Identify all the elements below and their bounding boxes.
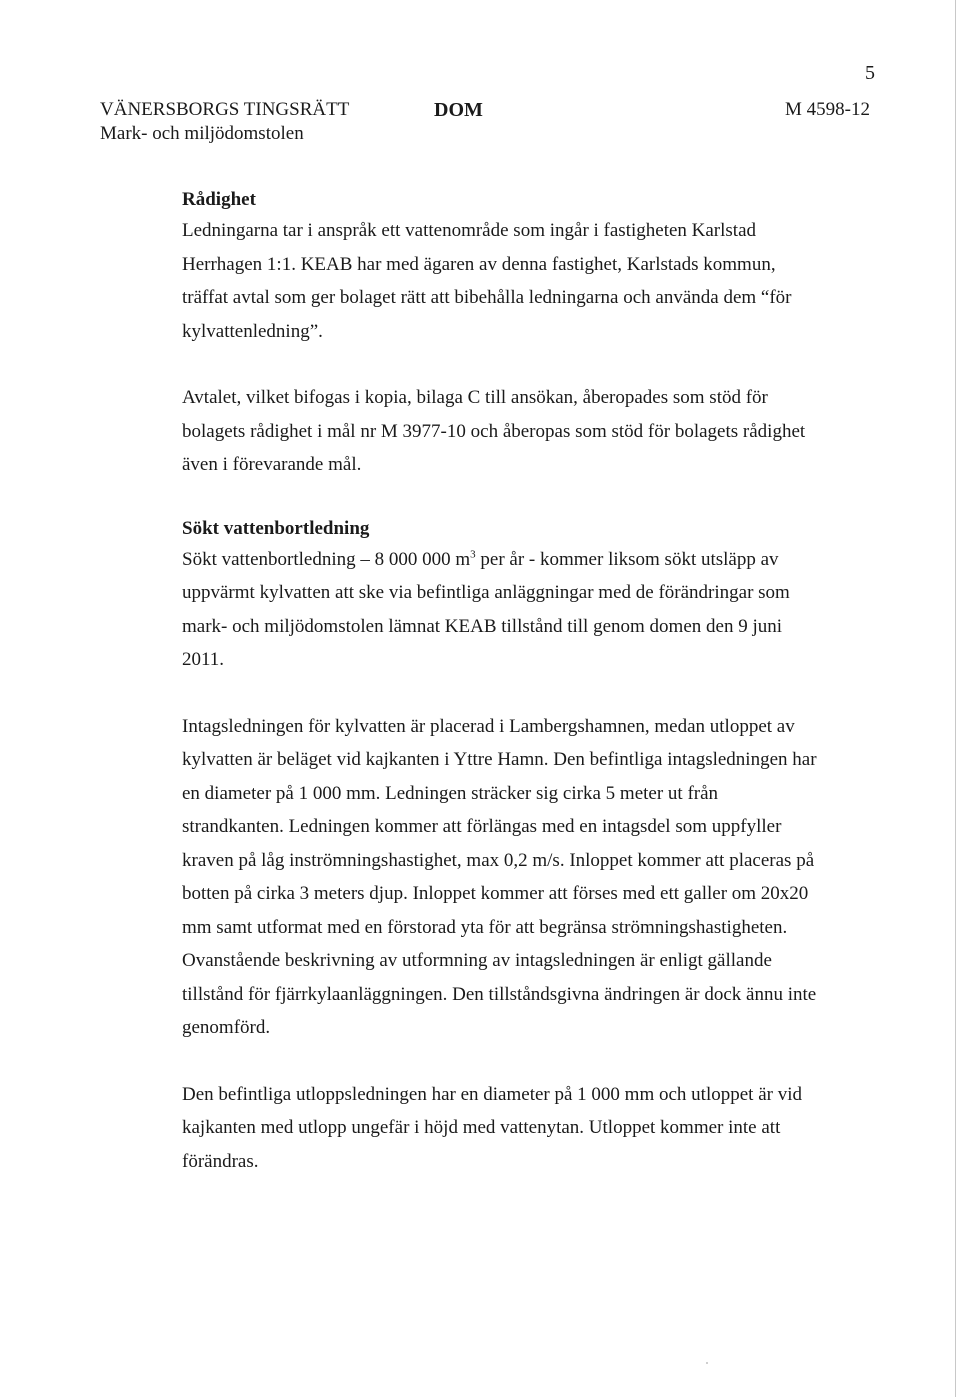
paragraph-radighet-1: Ledningarna tar i anspråk ett vattenområde som ingår i fastigheten Karlstad Herrhagen 1:1. KEAB har med ägaren av denna fastighet, Karlstads kommun, träffat avtal som ger bolaget rätt att bibehålla ledningarna och använda dem “för kylvattenledning”. bbox=[182, 220, 792, 342]
section-heading-radighet: Rådighet bbox=[182, 189, 256, 210]
page-edge-line bbox=[955, 0, 956, 1397]
section-vattenbortledning bbox=[182, 515, 822, 1179]
court-name: VÄNERSBORGS TINGSRÄTT bbox=[100, 99, 350, 120]
section-heading-vattenbortledning: Sökt vattenbortledning bbox=[182, 517, 370, 539]
paragraph-vattenbortledning-2: Intagsledningen för kylvatten är placerad i Lambergshamnen, medan utloppet av kylvatten är beläget vid kajkanten i Yttre Hamn. Den befintliga intagsledningen har en diameter på 1 000 mm. Ledningen sträcker sig cirka 5 meter ut från strandkanten. Ledningen kommer att förlängas med en intagsdel som uppfyller kraven på låg inströmningshastighet, max 0,2 m/s. Inloppet kommer att placeras på botten på cirka 3 meters djup. Inloppet kommer att förses med ett galler om 20x20 mm samt utformat med en förstorad yta för att begränsa strömningshastigheten. Ovanstående beskrivning av utformning av intagsledningen är enligt gällande tillstånd för fjärrkylaanläggningen. Den tillståndsgivna ändringen är dock ännu inte genomförd. bbox=[182, 715, 817, 1038]
superscript-cubic: 3 bbox=[470, 548, 476, 561]
section-radighet bbox=[182, 186, 822, 482]
paragraph-vattenbortledning-1-end: per år - kommer liksom sökt utsläpp av uppvärmt kylvatten att ske via befintliga anläggningar med de förändringar som mark- och miljödomstolen lämnat KEAB tillstånd till genom domen den 9 juni 2011. bbox=[182, 548, 790, 670]
court-department: Mark- och miljödomstolen bbox=[100, 123, 304, 144]
document-header bbox=[100, 98, 870, 146]
document-body bbox=[182, 186, 822, 1178]
case-number: M 4598-12 bbox=[785, 99, 870, 120]
paragraph-vattenbortledning-1 bbox=[182, 543, 822, 677]
paragraph-vattenbortledning-1-start: Sökt vattenbortledning – 8 000 000 m bbox=[182, 548, 471, 570]
paragraph-vattenbortledning-3: Den befintliga utloppsledningen har en diameter på 1 000 mm och utloppet är vid kajkanten med utlopp ungefär i höjd med vattenytan. Utloppet kommer inte att förändras. bbox=[182, 1083, 802, 1172]
document-type: DOM bbox=[434, 99, 483, 121]
page-number: 5 bbox=[865, 62, 875, 84]
paragraph-radighet-2: Avtalet, vilket bifogas i kopia, bilaga C till ansökan, åberopades som stöd för bolagets rådighet i mål nr M 3977-10 och åberopas som stöd för bolagets rådighet även i förevarande mål. bbox=[182, 387, 806, 475]
scan-speck bbox=[706, 1362, 708, 1364]
